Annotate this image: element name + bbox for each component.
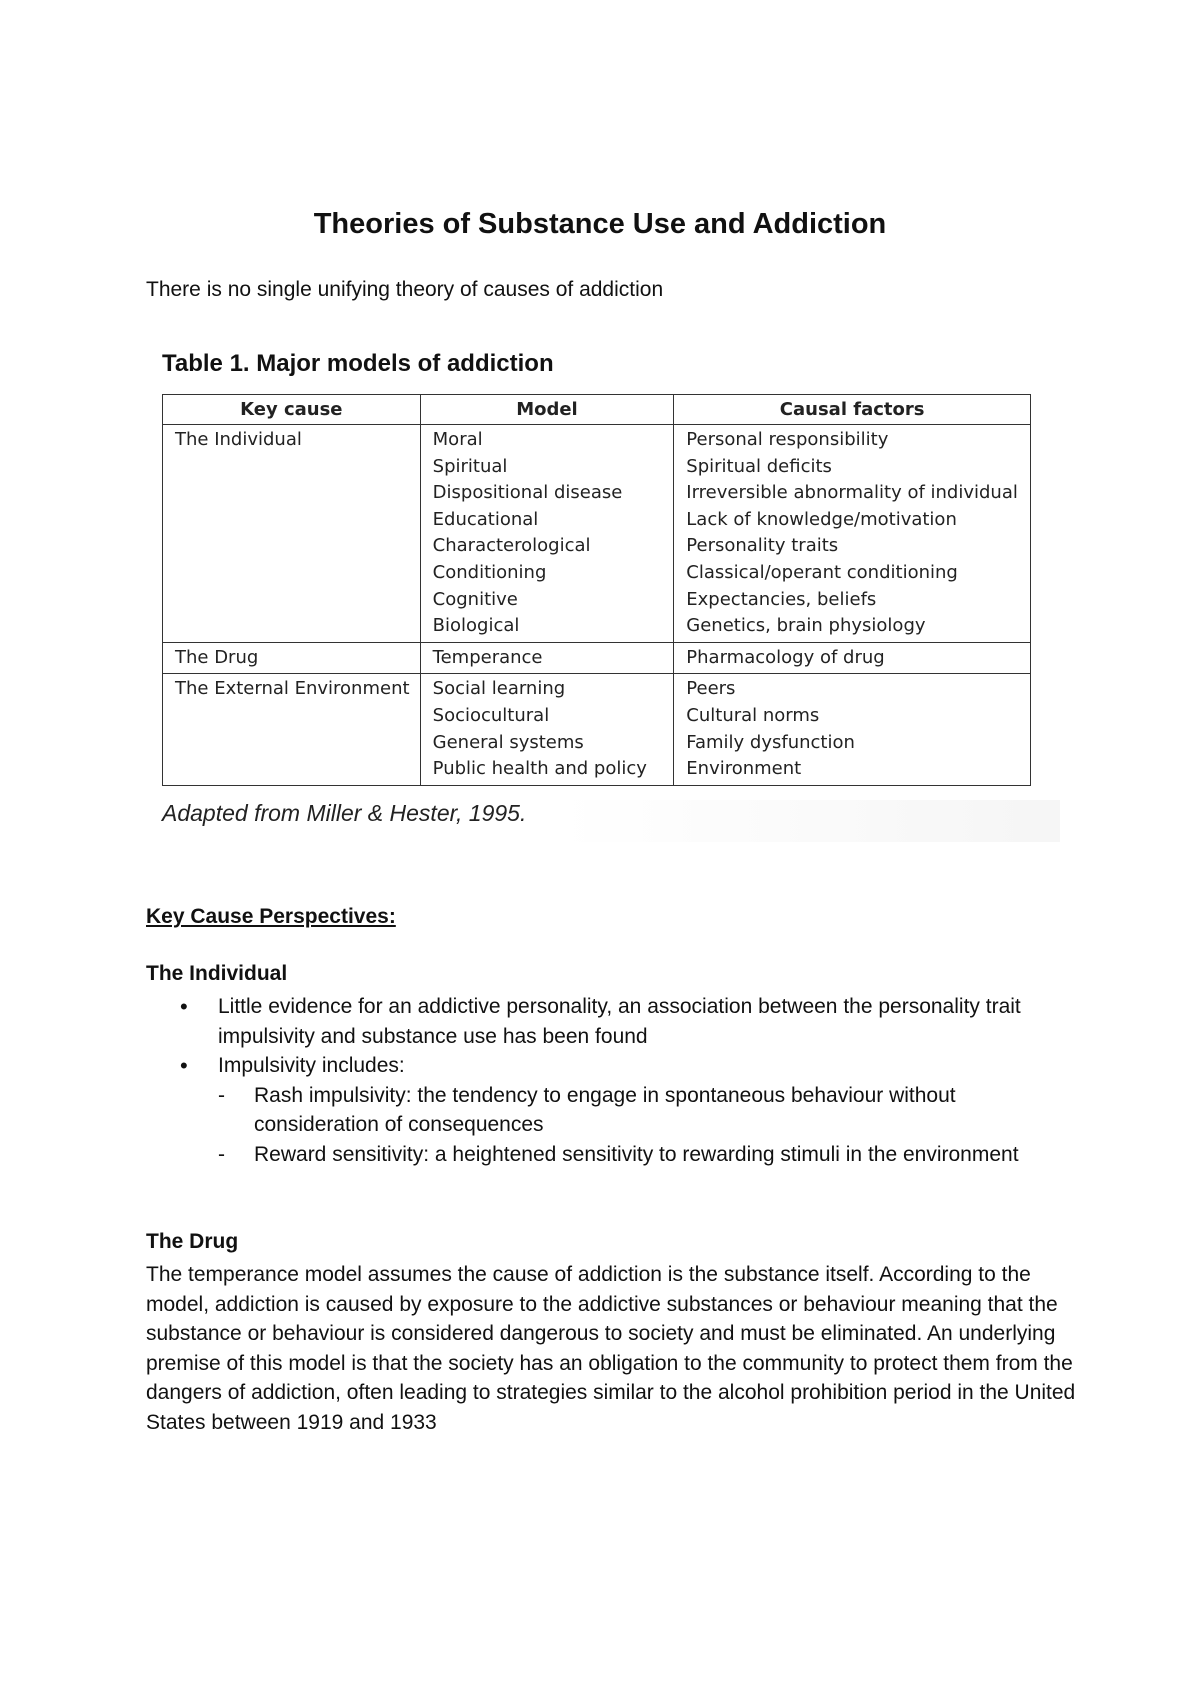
table-row-individual [163,425,1031,643]
cause-cell [163,642,421,674]
perspectives-heading: Key Cause Perspectives: [146,905,396,928]
factor-cell [674,674,1031,785]
factor-cell [674,425,1031,643]
header-causal-factors: Causal factors [674,395,1031,425]
model-cell [420,425,674,643]
model-item: Cognitive [432,588,518,610]
factor-item: Environment [686,758,802,780]
header-model: Model [420,395,674,425]
bullet-item: • Little evidence for an addictive personality, an association between the personality trait impulsivity and substance use has been found [146,992,1066,1051]
intro-text: There is no single unifying theory of causes of addiction [146,278,664,301]
factor-item: Lack of knowledge/motivation [686,508,957,530]
model-item: Biological [432,615,520,637]
bullet-item [146,1051,1066,1169]
factor-cell [674,642,1031,674]
factor-item: Genetics, brain physiology [686,615,926,637]
model-item: Temperance [432,646,543,668]
factor-item: Pharmacology of drug [686,646,885,668]
model-item: Conditioning [432,561,547,583]
model-item: Characterological [432,535,591,557]
cause-cell [163,425,421,643]
document-title: Theories of Substance Use and Addiction [313,208,887,240]
table-source-note: Adapted from Miller & Hester, 1995. [162,800,527,826]
table-row-drug [163,642,1031,674]
table-header-row [163,395,1031,425]
individual-bullet-list [146,992,1066,1169]
dash-item: - Reward sensitivity: a heightened sensitivity to rewarding stimuli in the environment [218,1140,1066,1170]
individual-heading: The Individual [146,962,288,985]
model-item: Spiritual [432,455,508,477]
factor-item: Cultural norms [686,704,820,726]
factor-item: Expectancies, beliefs [686,588,877,610]
cause-label: The Drug [175,646,259,668]
drug-paragraph: The temperance model assumes the cause of addiction is the substance itself. According to the model, addiction is caused by exposure to the addictive substances or behaviour meaning that the substance or behaviour is considered dangerous to society and must be eliminated. An underlying premise of this model is that the society has an obligation to the community to protect them from the dangers of addiction, often leading to strategies similar to the alcohol prohibition period in the United States between 1919 and 1933 [146,1263,1076,1434]
cause-label: The Individual [175,429,302,450]
factor-item: Peers [686,678,736,700]
model-item: General systems [432,731,584,753]
table-row-environment [163,674,1031,785]
factor-item: Classical/operant conditioning [686,561,958,583]
models-table [162,394,1031,786]
drug-heading: The Drug [146,1230,239,1253]
cause-label: The External Environment [175,678,410,700]
model-item: Sociocultural [432,704,550,726]
model-item: Moral [432,429,483,450]
model-item: Social learning [432,678,566,700]
factor-item: Family dysfunction [686,731,855,753]
factor-item: Irreversible abnormality of individual [686,482,1018,504]
model-item: Public health and policy [432,758,647,780]
dash-item: - Rash impulsivity: the tendency to engage in spontaneous behaviour without consideration of consequences [218,1081,1066,1140]
model-cell [420,674,674,785]
impulsivity-sublist [218,1081,1066,1170]
table-caption: Table 1. Major models of addiction [162,350,554,377]
model-item: Educational [432,508,539,530]
factor-item: Personality traits [686,535,839,557]
model-item: Dispositional disease [432,482,623,504]
factor-item: Personal responsibility [686,429,889,450]
factor-item: Spiritual deficits [686,455,832,477]
model-cell [420,642,674,674]
cause-cell [163,674,421,785]
header-key-cause: Key cause [163,395,421,425]
bullet-text: Impulsivity includes: [218,1054,405,1077]
